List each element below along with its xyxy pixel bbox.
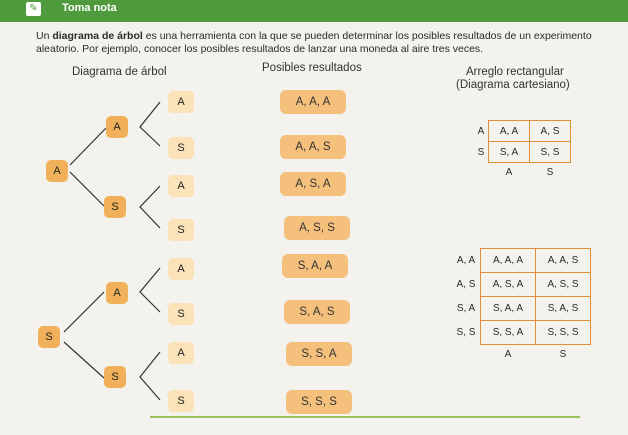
- intro-term: diagrama de árbol: [52, 30, 143, 42]
- table-cell: A, A, S: [536, 249, 591, 273]
- tree-node-l2-a: A: [106, 116, 128, 138]
- result-pill: S, A, S: [284, 300, 350, 324]
- table-cell: S, A, A: [481, 297, 536, 321]
- result-pill: S, S, A: [286, 342, 352, 366]
- tree-leaf-a: A: [168, 91, 194, 113]
- result-pill: A, S, A: [280, 172, 346, 196]
- table-cell: A, S: [530, 121, 571, 142]
- row-header: A: [477, 125, 485, 137]
- table-cell: A, S, A: [481, 273, 536, 297]
- tree-leaf-a: A: [168, 175, 194, 197]
- tree-leaf-s: S: [168, 137, 194, 159]
- table-cell: A, A, A: [481, 249, 536, 273]
- array-title: Arreglo rectangular: [466, 66, 564, 78]
- table-cell: A, A: [489, 121, 530, 142]
- tree-leaf-s: S: [168, 390, 194, 412]
- intro-rest: es una herramienta con la que se pueden determinar los posibles resultados de un experimento aleatorio. Por ejemplo, conocer los posibles resultados de lanzar una moneda al aire tres veces.: [36, 30, 592, 55]
- row-header: A, A: [456, 255, 476, 266]
- tree-leaf-a: A: [168, 342, 194, 364]
- column-header: S: [546, 166, 554, 178]
- tree-node-l2-s: S: [104, 366, 126, 388]
- tree-heading: Diagrama de árbol: [72, 66, 167, 78]
- table-cell: S, S, A: [481, 321, 536, 345]
- big-cartesian-table: [452, 248, 591, 363]
- result-pill: S, S, S: [286, 390, 352, 414]
- result-pill: S, A, A: [282, 254, 348, 278]
- column-header: A: [504, 348, 512, 360]
- table-corner: [452, 345, 481, 364]
- table-cell: S, A: [489, 142, 530, 163]
- table-cell: S, S: [530, 142, 571, 163]
- row-header: S, S: [456, 327, 476, 338]
- array-subtitle: (Diagrama cartesiano): [456, 79, 570, 91]
- result-pill: A, A, S: [280, 135, 346, 159]
- row-header: A, S: [456, 279, 476, 290]
- row-header: S: [477, 146, 485, 158]
- column-header: S: [559, 348, 567, 360]
- table-cell: A, S, S: [536, 273, 591, 297]
- tree-leaf-s: S: [168, 219, 194, 241]
- note-label: Toma nota: [62, 2, 117, 14]
- column-header: A: [505, 166, 513, 178]
- tree-leaf-a: A: [168, 258, 194, 280]
- table-corner: [474, 163, 489, 182]
- tree-node-l1-a: A: [46, 160, 68, 182]
- intro-prefix: Un: [36, 30, 53, 42]
- tree-node-l2-a: A: [106, 282, 128, 304]
- tree-node-l1-s: S: [38, 326, 60, 348]
- small-cartesian-table: [474, 120, 571, 181]
- result-pill: A, S, S: [284, 216, 350, 240]
- tree-node-l2-s: S: [104, 196, 126, 218]
- row-header: S, A: [456, 303, 476, 314]
- tree-leaf-s: S: [168, 303, 194, 325]
- pencil-icon: ✎: [26, 2, 41, 16]
- table-cell: S, S, S: [536, 321, 591, 345]
- result-pill: A, A, A: [280, 90, 346, 114]
- table-cell: S, A, S: [536, 297, 591, 321]
- results-heading: Posibles resultados: [262, 62, 362, 74]
- bottom-rule: [150, 416, 580, 418]
